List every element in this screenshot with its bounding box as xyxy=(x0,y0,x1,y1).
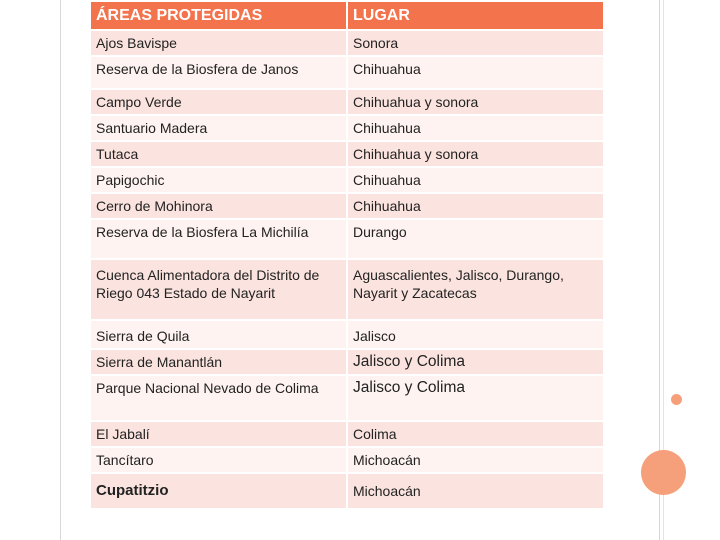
area-cell: Tancítaro xyxy=(91,448,346,472)
place-cell: Chihuahua y sonora xyxy=(348,142,603,166)
area-cell: Santuario Madera xyxy=(91,116,346,140)
table-row xyxy=(91,376,603,420)
table-row xyxy=(91,220,603,258)
place-cell: Chihuahua y sonora xyxy=(348,90,603,114)
table-row xyxy=(91,31,603,55)
area-cell: Sierra de Quila xyxy=(91,321,346,348)
place-cell: Michoacán xyxy=(348,474,603,508)
place-cell: Chihuahua xyxy=(348,168,603,192)
table-row xyxy=(91,321,603,348)
place-cell: Colima xyxy=(348,422,603,446)
place-cell: Durango xyxy=(348,220,603,258)
area-cell: Reserva de la Biosfera de Janos xyxy=(91,57,346,88)
area-cell: Cupatitzio xyxy=(91,474,346,508)
table-row xyxy=(91,474,603,508)
area-cell: Parque Nacional Nevado de Colima xyxy=(91,376,346,420)
table-row xyxy=(91,422,603,446)
area-cell: Campo Verde xyxy=(91,90,346,114)
table-row xyxy=(91,142,603,166)
place-cell: Chihuahua xyxy=(348,57,603,88)
place-cell: Michoacán xyxy=(348,448,603,472)
area-cell: El Jabalí xyxy=(91,422,346,446)
area-cell: Cuenca Alimentadora del Distrito de Riego 043 Estado de Nayarit xyxy=(91,260,346,319)
place-cell: Aguascalientes, Jalisco, Durango, Nayarit y Zacatecas xyxy=(348,260,603,319)
area-cell: Tutaca xyxy=(91,142,346,166)
table-row xyxy=(91,90,603,114)
place-cell: Jalisco xyxy=(348,321,603,348)
table-row xyxy=(91,350,603,374)
area-cell: Reserva de la Biosfera La Michilía xyxy=(91,220,346,258)
decorative-small-circle xyxy=(671,394,682,405)
place-cell: Sonora xyxy=(348,31,603,55)
area-cell: Cerro de Mohinora xyxy=(91,194,346,218)
header-lugar: LUGAR xyxy=(348,2,603,29)
table-row xyxy=(91,57,603,88)
area-cell: Sierra de Manantlán xyxy=(91,350,346,374)
protected-areas-table xyxy=(89,0,605,510)
place-cell: Chihuahua xyxy=(348,194,603,218)
table-row xyxy=(91,168,603,192)
area-cell: Papigochic xyxy=(91,168,346,192)
table-row xyxy=(91,116,603,140)
decorative-large-circle xyxy=(641,450,686,495)
table-row xyxy=(91,448,603,472)
place-cell: Chihuahua xyxy=(348,116,603,140)
area-cell: Ajos Bavispe xyxy=(91,31,346,55)
table-header-row xyxy=(91,2,603,29)
slide-frame-left-line xyxy=(60,0,61,540)
place-cell: Jalisco y Colima xyxy=(348,350,603,374)
table-row xyxy=(91,260,603,319)
place-cell: Jalisco y Colima xyxy=(348,376,603,420)
table-row xyxy=(91,194,603,218)
header-areas-protegidas: ÁREAS PROTEGIDAS xyxy=(91,2,346,29)
